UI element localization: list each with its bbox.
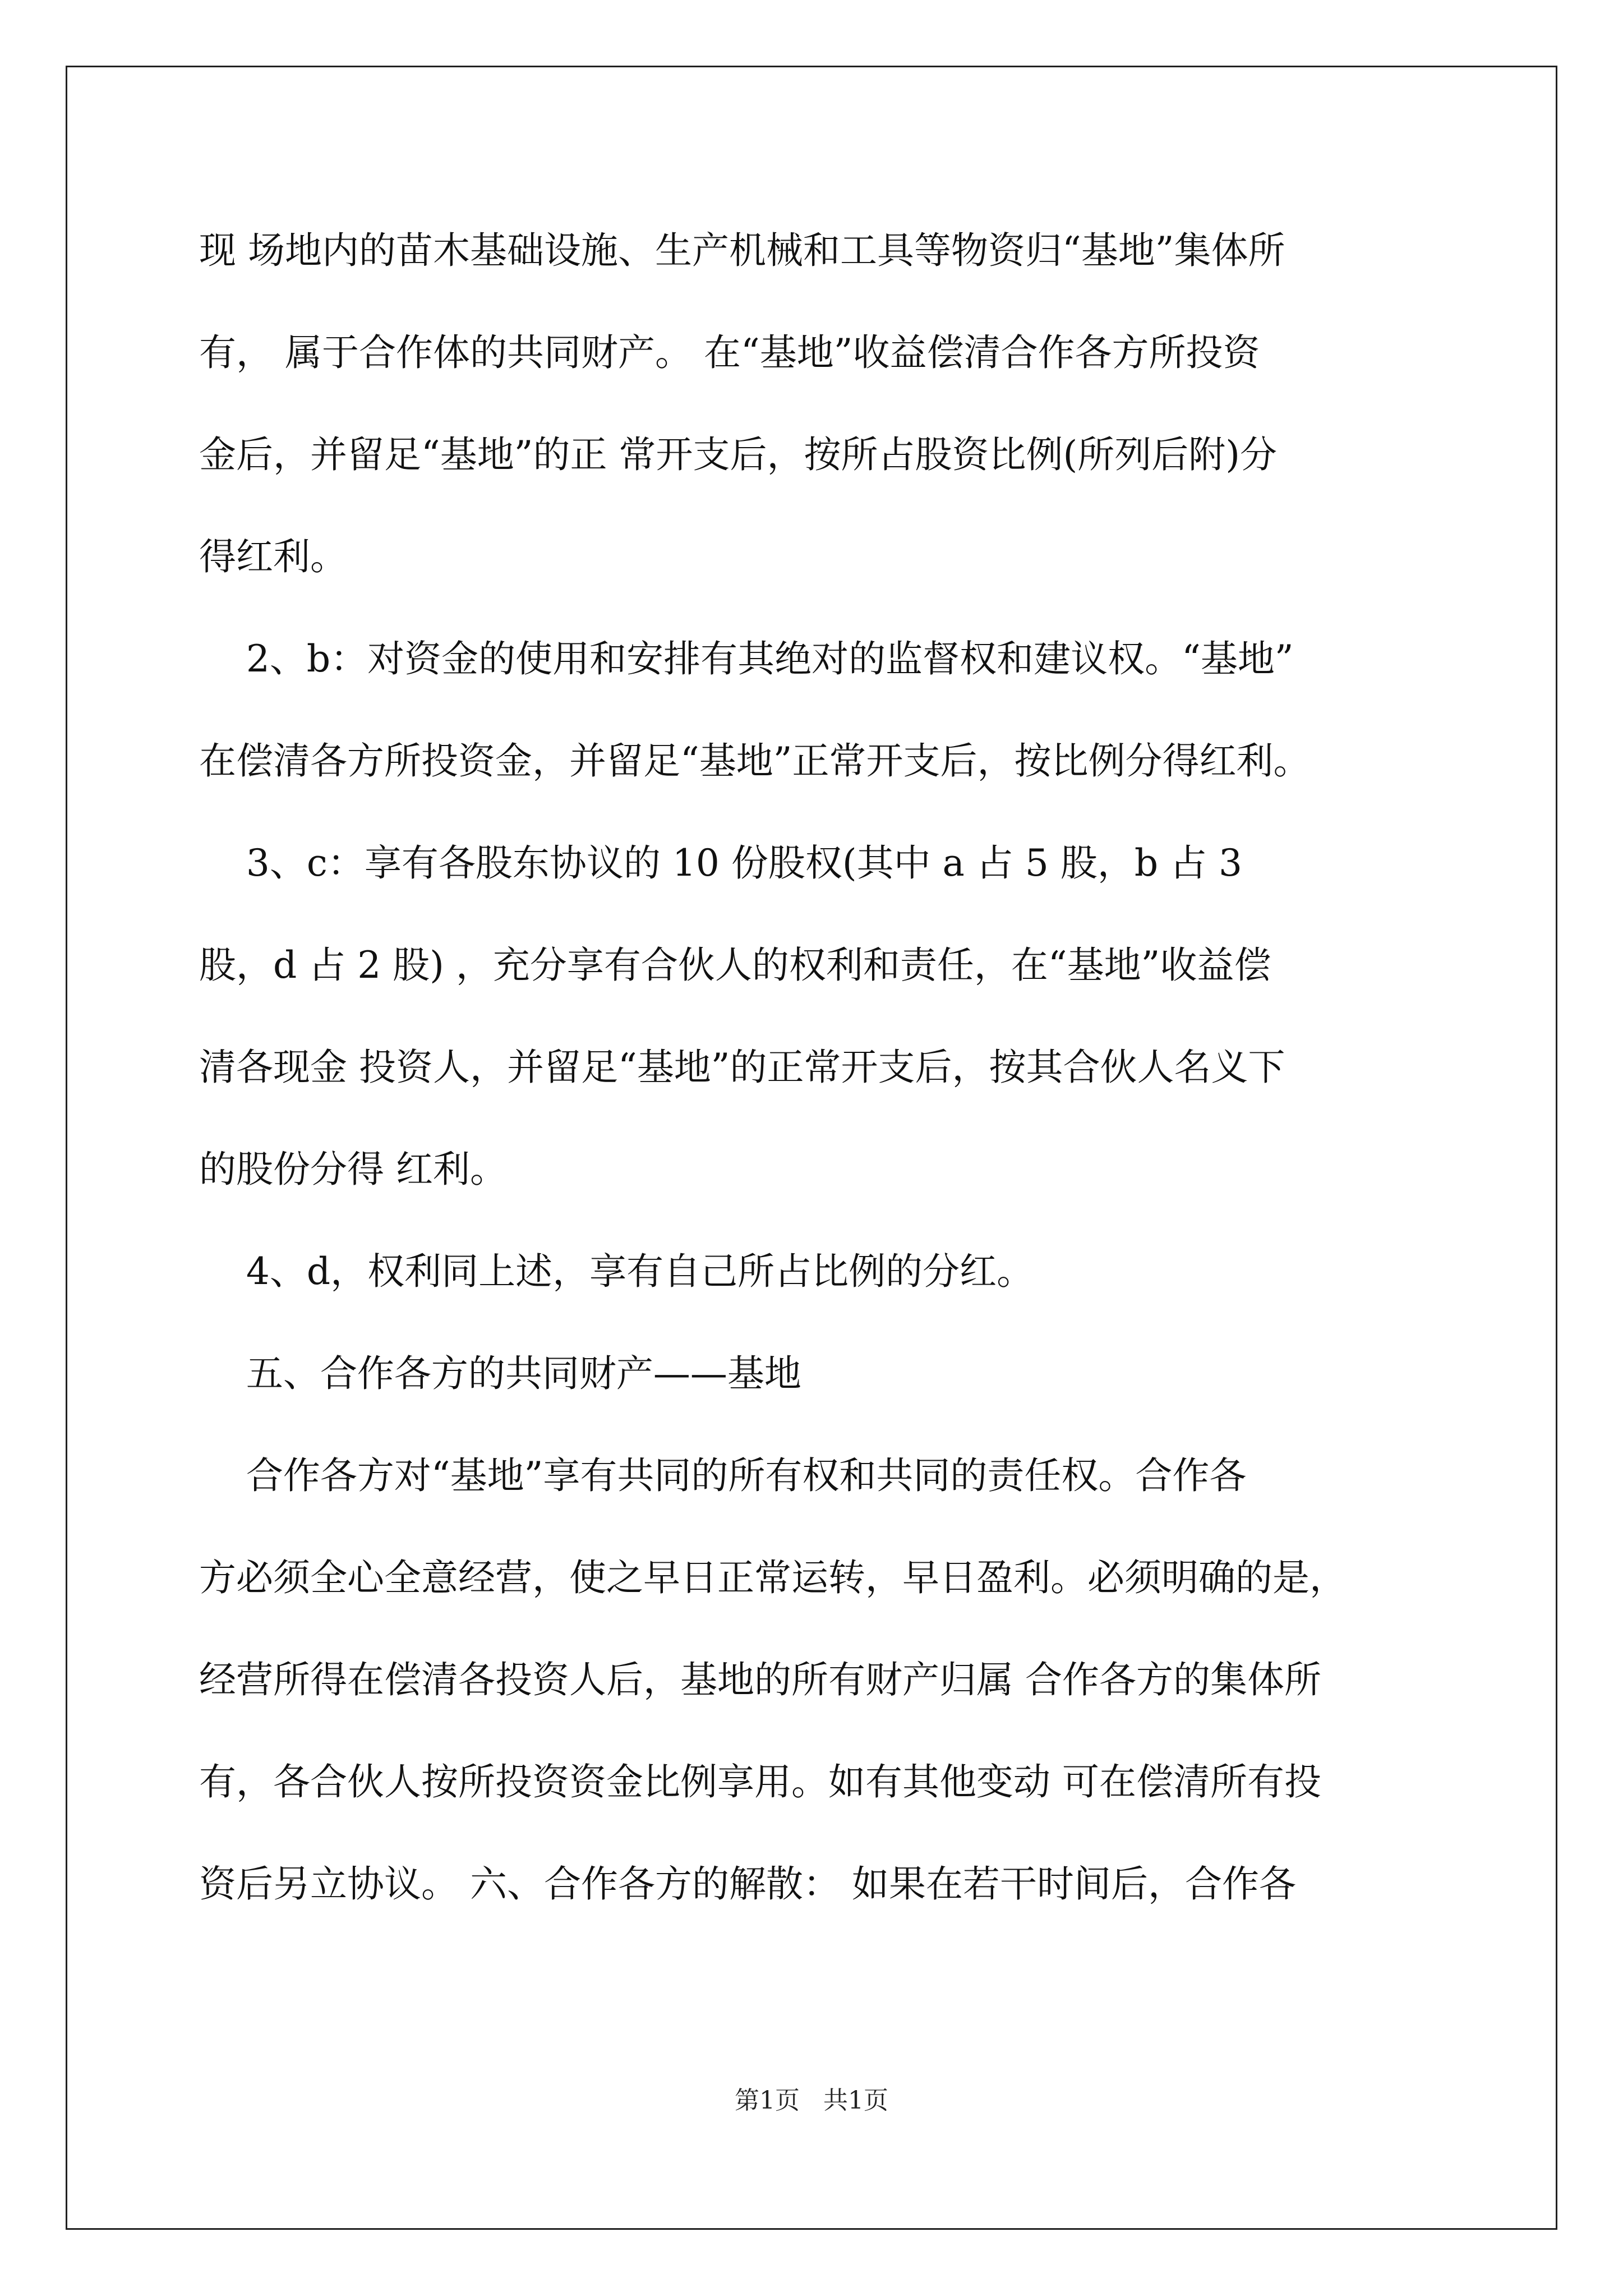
text-line: 有，各合伙人按所投资资金比例享用。如有其他变动 可在偿清所有投 (199, 1760, 1321, 1803)
text-line: 资后另立协议。 六、合作各方的解散： 如果在若干时间后，合作各 (199, 1862, 1296, 1906)
text-line: 现 场地内的苗木基础设施、生产机械和工具等物资归“基地”集体所 (199, 229, 1285, 272)
text-line: 4、d，权利同上述，享有自己所占比例的分红。 (199, 1250, 1034, 1293)
page-number-footer: 第1页 共1页 (735, 2086, 888, 2115)
section-heading: 五、合作各方的共同财产——基地 (199, 1352, 801, 1395)
text-line: 金后，并留足“基地”的正 常开支后，按所占股资比例(所列后附)分 (199, 433, 1277, 476)
text-line: 有， 属于合作体的共同财产。 在“基地”收益偿清合作各方所投资 (199, 331, 1260, 374)
text-line: 的股份分得 红利。 (199, 1148, 507, 1191)
document-body (199, 200, 1433, 1935)
text-line: 得红利。 (199, 535, 347, 578)
text-line: 经营所得在偿清各投资人后，基地的所有财产归属 合作各方的集体所 (199, 1658, 1321, 1701)
text-line: 方必须全心全意经营，使之早日正常运转，早日盈利。必须明确的是， (199, 1556, 1347, 1599)
text-line: 3、c：享有各股东协议的 10 份股权(其中 a 占 5 股，b 占 3 (199, 841, 1243, 885)
text-line: 股，d 占 2 股) ，充分享有合伙人的权利和责任，在“基地”收益偿 (199, 944, 1271, 987)
text-line: 在偿清各方所投资金，并留足“基地”正常开支后，按比例分得红利。 (199, 739, 1311, 783)
text-line: 2、b：对资金的使用和安排有其绝对的监督权和建议权。“基地” (199, 637, 1294, 680)
text-line: 合作各方对“基地”享有共同的所有权和共同的责任权。合作各 (199, 1454, 1247, 1497)
text-line: 清各现金 投资人，并留足“基地”的正常开支后，按其合伙人名义下 (199, 1046, 1285, 1089)
